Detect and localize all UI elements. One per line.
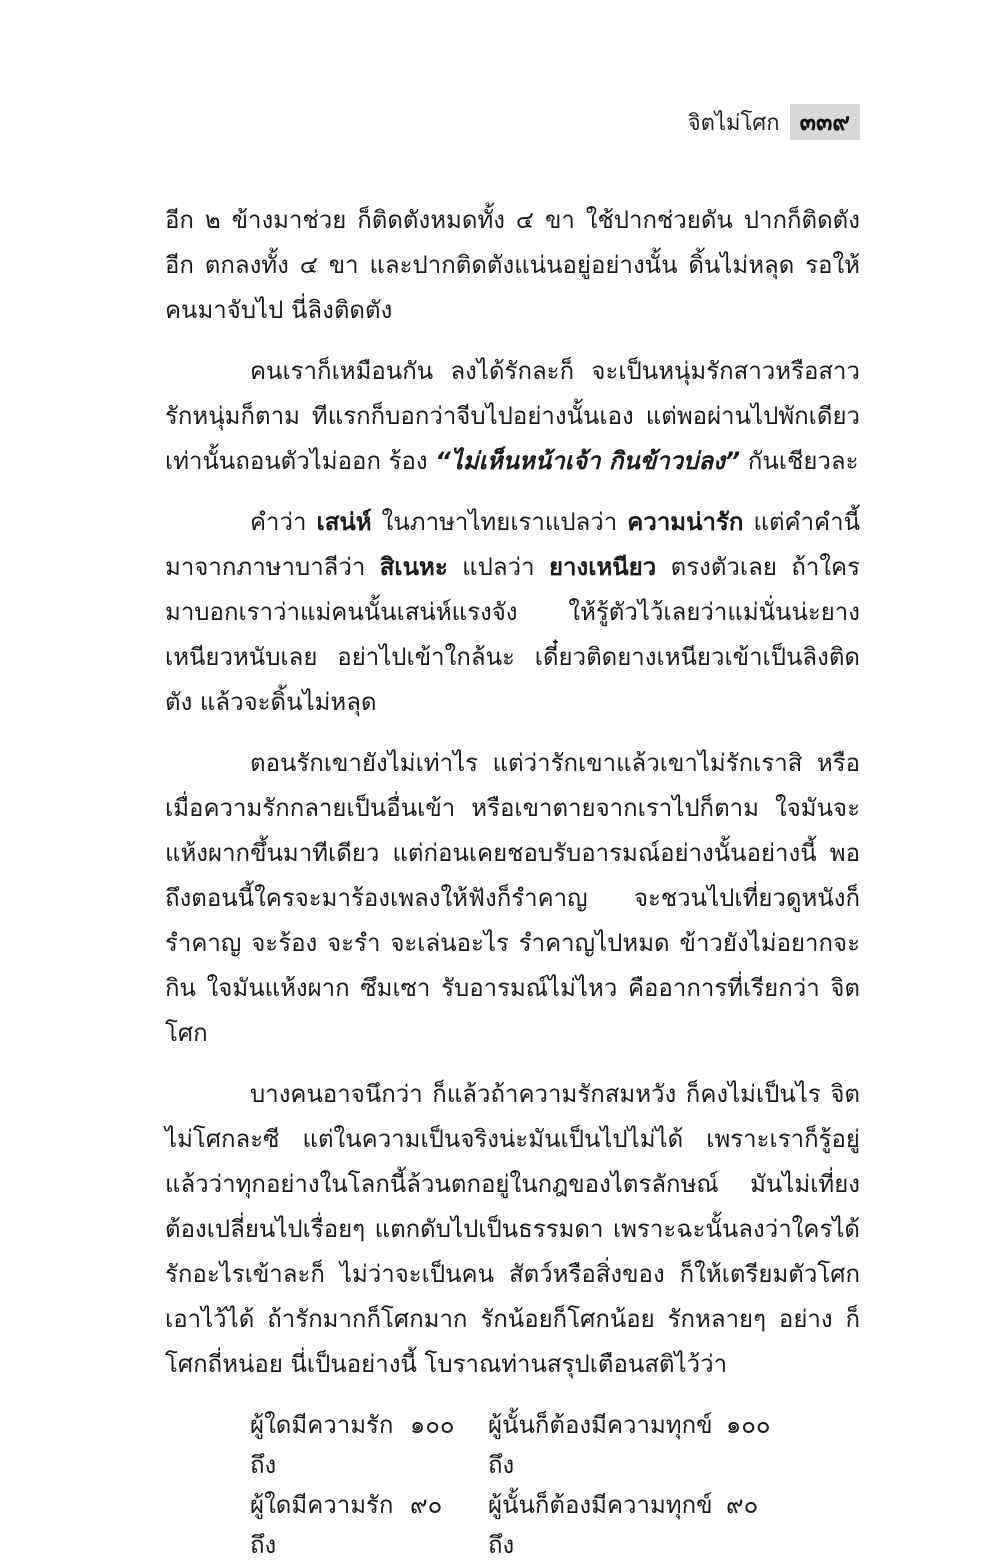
- paragraph-2-text-b: กันเชียวละ: [740, 447, 859, 475]
- term-yang-niao: ยางเหนียว: [548, 553, 657, 581]
- running-header-title: จิตไม่โศก: [687, 110, 780, 136]
- paragraph-3-text-c: แต่คำคำนี้มาจากภาษาบาลีว่า: [165, 508, 860, 581]
- running-header: [688, 104, 860, 140]
- proverb-block: [250, 1405, 786, 1565]
- proverb-line-2: [250, 1485, 786, 1565]
- proverb-line-2-n2: ๙๐: [726, 1491, 759, 1519]
- paragraph-5: บางคนอาจนึกว่า ก็แล้วถ้าความรักสมหวัง ก็คงไม่เป็นไร จิตไม่โศกละซี แต่ในความเป็นจริงน่ะมันเป็นไปไม่ได้ เพราะเราก็รู้อยู่แล้วว่าทุกอย่างในโลกนี้ล้วนตกอยู่ในกฎของไตรลักษณ์ มันไม่เที่ยง ต้องเปลี่ยนไปเรื่อยๆ แตกดับไปเป็นธรรมดา เพราะฉะนั้นลงว่าใครได้รักอะไรเข้าละก็ ไม่ว่าจะเป็นคน สัตว์หรือสิ่งของ ก็ให้เตรียมตัวโศกเอาไว้ได้ ถ้ารักมากก็โศกมาก รักน้อยก็โศกน้อย รักหลายๆ อย่าง ก็โศกถี่หน่อย นี่เป็นอย่างนี้ โบราณท่านสรุปเตือนสติไว้ว่า: [165, 1080, 860, 1378]
- paragraph-3-text-d: แปลว่า: [447, 553, 549, 581]
- page-number: ๓๓๙: [790, 104, 860, 140]
- proverb-line-2-b: ผู้นั้นก็ต้องมีความทุกข์ถึง: [488, 1491, 713, 1559]
- paragraph-3: [165, 500, 860, 725]
- paragraph-4: ตอนรักเขายังไม่เท่าไร แต่ว่ารักเขาแล้วเขาไม่รักเราสิ หรือเมื่อความรักกลายเป็นอื่นเข้า หรือเขาตายจากเราไปก็ตาม ใจมันจะแห้งผากขึ้นมาทีเดียว แต่ก่อนเคยชอบรับอารมณ์อย่างนั้นอย่างนี้ พอถึงตอนนี้ใครจะมาร้องเพลงให้ฟังก็รำคาญ จะชวนไปเที่ยวดูหนังก็รำคาญ จะร้อง จะรำ จะเล่นอะไร รำคาญไปหมด ข้าวยังไม่อยากจะกิน ใจมันแห้งผาก ซึมเซา รับอารมณ์ไม่ไหว คืออาการที่เรียกว่า จิตโศก: [165, 749, 860, 1047]
- proverb-line-1-n1: ๑๐๐: [410, 1411, 455, 1439]
- term-sinehha: สิเนหะ: [379, 553, 448, 581]
- proverb-line-2-a: ผู้ใดมีความรักถึง: [250, 1491, 394, 1559]
- quoted-saying: “ไม่เห็นหน้าเจ้า กินข้าวบ่ลง”: [435, 447, 741, 475]
- proverb-line-1-a: ผู้ใดมีความรักถึง: [250, 1411, 394, 1479]
- proverb-line-1-b: ผู้นั้นก็ต้องมีความทุกข์ถึง: [488, 1411, 713, 1479]
- term-khwam-na-rak: ความน่ารัก: [627, 508, 744, 536]
- paragraph-3-text-e: ตรงตัวเลย ถ้าใครมาบอกเราว่าแม่คนนั้นเสน่ห์แรงจัง ให้รู้ตัวไว้เลยว่าแม่นั่นน่ะยางเหนียวหนับเลย อย่าไปเข้าใกล้นะ เดี๋ยวติดยางเหนียวเข้าเป็นลิงติดตัง แล้วจะดิ้นไม่หลุด: [165, 553, 860, 716]
- proverb-line-1: [250, 1405, 786, 1485]
- term-saneh: เสน่ห์: [316, 508, 372, 536]
- paragraph-3-text-a: คำว่า: [250, 508, 317, 536]
- paragraph-1: อีก ๒ ข้างมาช่วย ก็ติดตังหมดทั้ง ๔ ขา ใช้ปากช่วยดัน ปากก็ติดตังอีก ตกลงทั้ง ๔ ขา และปากติดตังแน่นอยู่อย่างนั้น ดิ้นไม่หลุด รอให้คนมาจับไป นี่ลิงติดตัง: [165, 206, 860, 324]
- proverb-line-2-n1: ๙๐: [410, 1491, 443, 1519]
- proverb-line-1-n2: ๑๐๐: [726, 1411, 771, 1439]
- paragraph-3-text-b: ในภาษาไทยเราแปลว่า: [371, 508, 628, 536]
- paragraph-2-text-a: คนเราก็เหมือนกัน ลงได้รักละก็ จะเป็นหนุ่มรักสาวหรือสาวรักหนุ่มก็ตาม ทีแรกก็บอกว่าจีบไปอย่างนั้นเอง แต่พอผ่านไปพักเดียวเท่านั้นถอนตัวไม่ออก ร้อง: [165, 357, 860, 475]
- page-body: [165, 198, 860, 1565]
- paragraph-2: [165, 349, 860, 484]
